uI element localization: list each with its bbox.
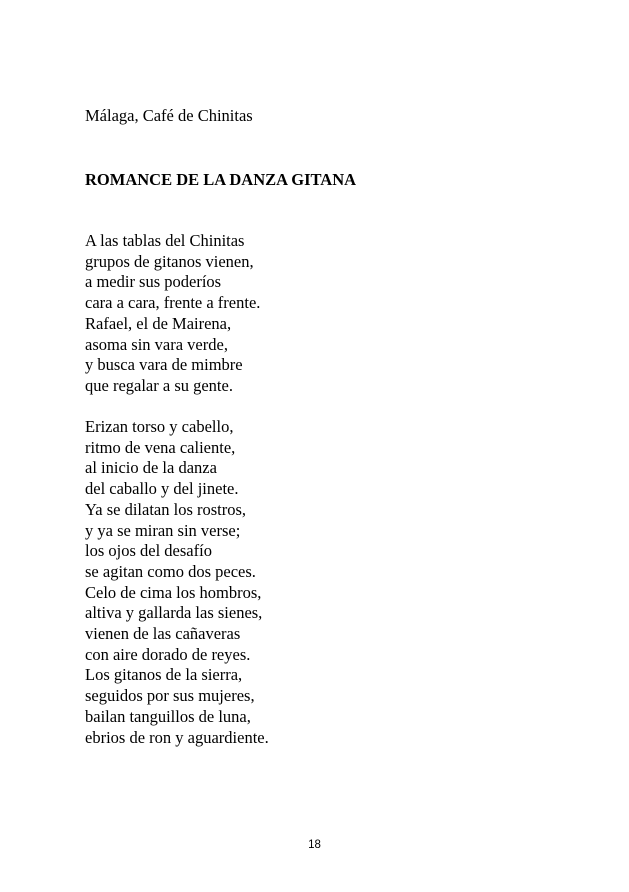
page-number: 18 <box>308 839 321 851</box>
verse-line: Erizan torso y cabello, <box>85 417 234 436</box>
verse-line: se agitan como dos peces. <box>85 561 256 581</box>
verse-line: altiva y gallarda las sienes, <box>85 603 263 623</box>
verse-line: A las tablas del Chinitas <box>85 231 245 250</box>
stanza-1 <box>85 231 260 397</box>
verse-line: del caballo y del jinete. <box>85 479 239 499</box>
verse-line: Ya se dilatan los rostros, <box>85 499 247 519</box>
poem-title: ROMANCE DE LA DANZA GITANA <box>85 170 357 189</box>
verse-line: Celo de cima los hombros, <box>85 582 262 602</box>
verse-line: bailan tanguillos de luna, <box>85 706 251 726</box>
verse-line: y busca vara de mimbre <box>85 355 243 375</box>
verse-line: ebrios de ron y aguardiente. <box>85 727 269 747</box>
verse-line: cara a cara, frente a frente. <box>85 293 261 313</box>
verse-line: Los gitanos de la sierra, <box>85 665 243 685</box>
verse-line: los ojos del desafío <box>85 541 212 561</box>
poem-location-subtitle: Málaga, Café de Chinitas <box>85 106 253 125</box>
verse-line: que regalar a su gente. <box>85 375 233 395</box>
verse-line: grupos de gitanos vienen, <box>85 251 254 271</box>
stanza-2 <box>85 417 269 748</box>
verse-line: ritmo de vena caliente, <box>85 437 236 457</box>
verse-line: y ya se miran sin verse; <box>85 520 241 540</box>
verse-line: seguidos por sus mujeres, <box>85 686 255 706</box>
verse-line: al inicio de la danza <box>85 458 217 478</box>
verse-line: asoma sin vara verde, <box>85 334 228 354</box>
verse-line: Rafael, el de Mairena, <box>85 313 232 333</box>
verse-line: a medir sus poderíos <box>85 272 222 292</box>
verse-line: con aire dorado de reyes. <box>85 644 251 664</box>
verse-line: vienen de las cañaveras <box>85 624 241 644</box>
